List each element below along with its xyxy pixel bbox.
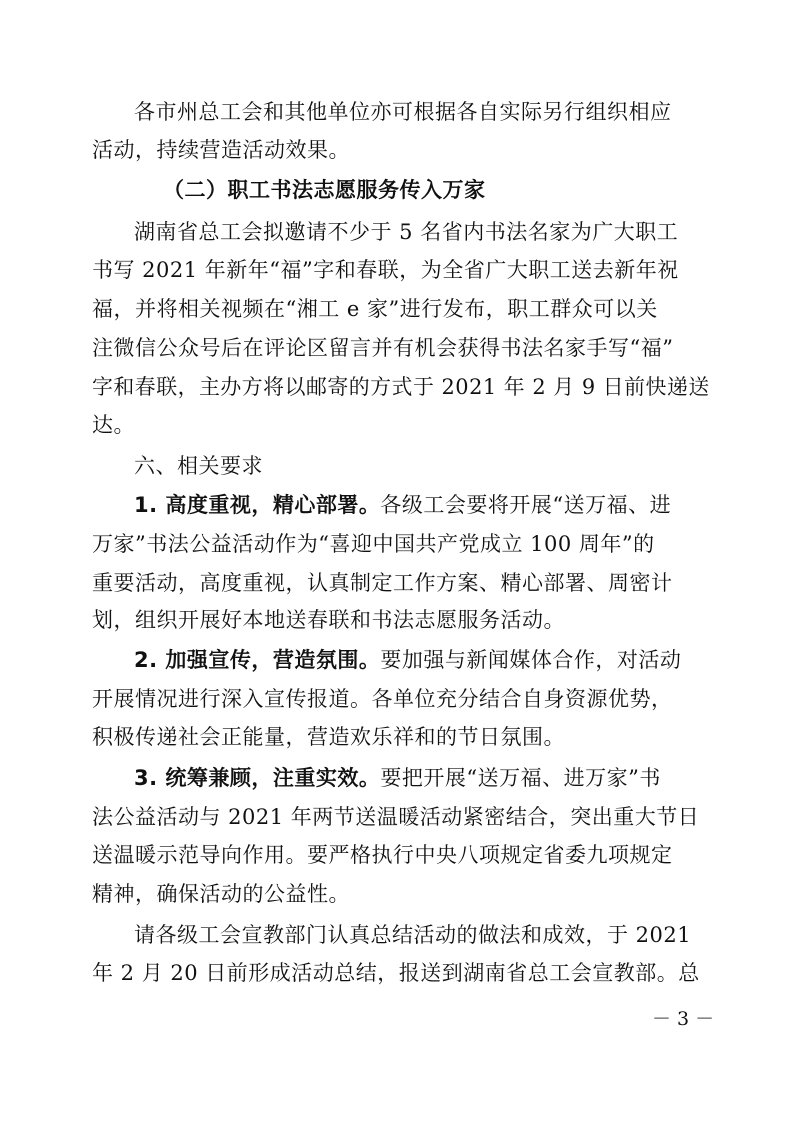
text-line: 请各级工会宣教部门认真总结活动的做法和成效，于 2021 bbox=[134, 923, 692, 947]
page-number: － 3 － bbox=[652, 1008, 715, 1030]
item-lead: 1. 高度重视，精心部署。 bbox=[134, 493, 381, 517]
text-line bbox=[134, 640, 681, 680]
text-line: 福，并将相关视频在“湘工 e 家”进行发布，职工群众可以关 bbox=[92, 297, 658, 321]
item-text: 各级工会要将开展“送万福、进 bbox=[380, 493, 672, 517]
text-line: 注微信公众号后在评论区留言并有机会获得书法名家手写“福” bbox=[92, 336, 674, 360]
text-line: 万家”书法公益活动作为“喜迎中国共产党成立 100 周年”的 bbox=[92, 532, 655, 556]
text-line: 法公益活动与 2021 年两节送温暖活动紧密结合，突出重大节日 bbox=[92, 805, 700, 829]
text-line: 年 2 月 20 日前形成活动总结，报送到湖南省总工会宣教部。总 bbox=[92, 961, 700, 985]
text-line: 各市州总工会和其他单位亦可根据各自实际另行组织相应 bbox=[134, 100, 672, 124]
heading-text: 六、相关要求 bbox=[134, 454, 263, 478]
text-line: 划，组织开展好本地送春联和书法志愿服务活动。 bbox=[92, 608, 565, 632]
text-line bbox=[134, 485, 671, 525]
text-line: 书写 2021 年新年“福”字和春联，为全省广大职工送去新年祝 bbox=[92, 258, 679, 282]
text-line: 重要活动，高度重视，认真制定工作方案、精心部署、周密计 bbox=[92, 571, 673, 595]
item-lead: 3. 统筹兼顾，注重实效。 bbox=[134, 766, 381, 790]
text-line: 送温暖示范导向作用。要严格执行中央八项规定省委九项规定 bbox=[92, 843, 673, 867]
text-line: 积极传递社会正能量，营造欢乐祥和的节日氛围。 bbox=[92, 725, 565, 749]
text-line: 达。 bbox=[92, 413, 135, 437]
text-line bbox=[134, 758, 661, 798]
text-line: 字和春联，主办方将以邮寄的方式于 2021 年 2 月 9 日前快递送 bbox=[92, 375, 710, 399]
item-text: 要加强与新闻媒体合作，对活动 bbox=[380, 648, 682, 672]
item-text: 要把开展“送万福、进万家”书 bbox=[380, 766, 661, 790]
text-line: 活动，持续营造活动效果。 bbox=[92, 138, 350, 162]
text-line: 精神，确保活动的公益性。 bbox=[92, 882, 350, 906]
heading-text: （二）职工书法志愿服务传入万家 bbox=[163, 178, 486, 202]
item-lead: 2. 加强宣传，营造氛围。 bbox=[134, 648, 381, 672]
text-line: 开展情况进行深入宣传报道。各单位充分结合自身资源优势， bbox=[92, 687, 673, 711]
text-line: 湖南省总工会拟邀请不少于 5 名省内书法名家为广大职工 bbox=[134, 220, 679, 244]
